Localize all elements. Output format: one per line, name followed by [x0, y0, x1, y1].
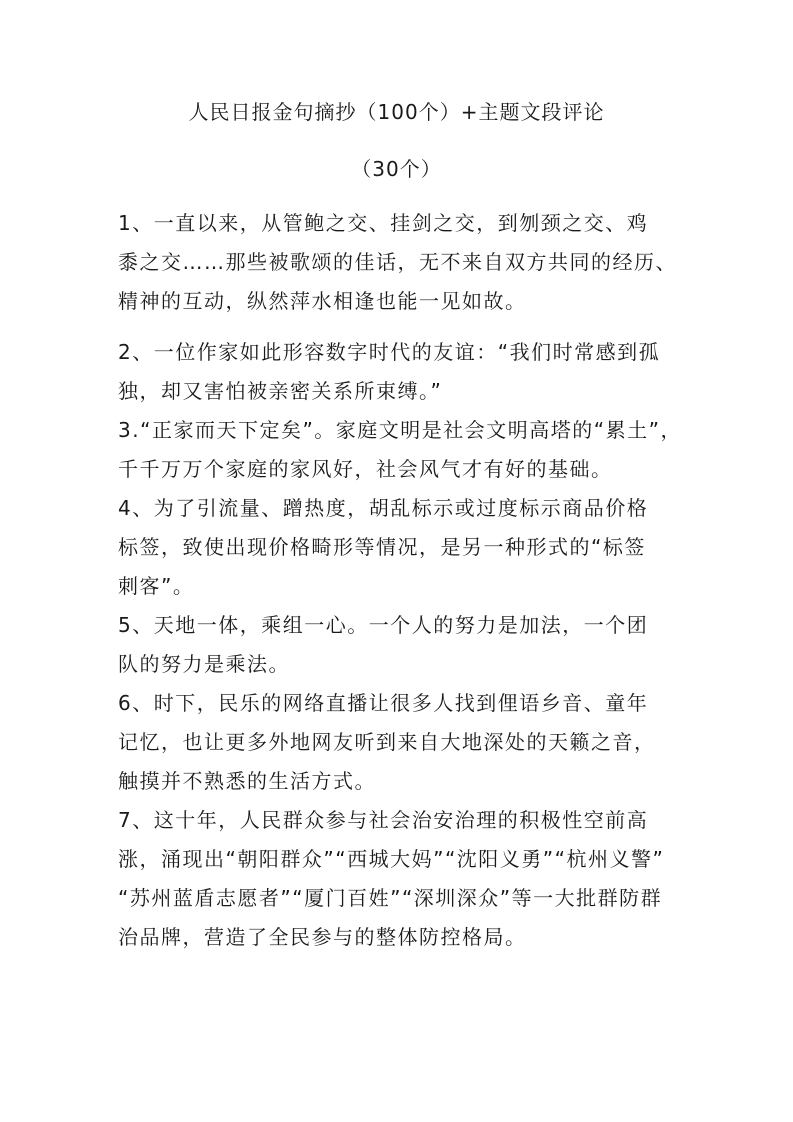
paragraph-line: 治品牌，营造了全民参与的整体防控格局。: [118, 925, 527, 949]
paragraph-line: 队的努力是乘法。: [118, 652, 290, 676]
paragraph-line: 2、一位作家如此形容数字时代的友谊：“我们时常感到孤: [118, 340, 661, 364]
paragraph-7: [118, 801, 678, 957]
paragraph-line: 独，却又害怕被亲密关系所束缚。”: [118, 379, 443, 403]
paragraph-line: 6、时下，民乐的网络直播让很多人找到俚语乡音、童年: [118, 691, 649, 715]
paragraph-line: 4、为了引流量、蹭热度，胡乱标示或过度标示商品价格: [118, 496, 649, 520]
paragraph-line: 1、一直以来，从管鲍之交、挂剑之交，到刎颈之交、鸡: [118, 211, 649, 235]
paragraph-line: 标签，致使出现价格畸形等情况，是另一种形式的“标签: [118, 535, 646, 559]
paragraph-line: 千千万万个家庭的家风好，社会风气才有好的基础。: [118, 457, 613, 481]
paragraph-5: [118, 606, 678, 684]
paragraph-6: [118, 684, 678, 801]
document-title: 人民日报金句摘抄（100个）+主题文段评论: [188, 100, 605, 124]
paragraph-line: 触摸并不熟悉的生活方式。: [118, 769, 376, 793]
paragraph-line: 刺客”。: [118, 574, 195, 598]
paragraph-line: 5、天地一体，乘组一心。一个人的努力是加法，一个团: [118, 613, 649, 637]
paragraph-3: [118, 411, 683, 489]
document-title-count: （30个）: [351, 157, 442, 181]
document-body: [118, 204, 683, 957]
paragraph-line: “苏州蓝盾志愿者”“厦门百姓”“深圳深众”等一大批群防群: [118, 886, 663, 910]
paragraph-1: [118, 204, 678, 321]
paragraph-line: 精神的互动，纵然萍水相逢也能一见如故。: [118, 289, 527, 313]
paragraph-line: 涨，涌现出“朝阳群众”“西城大妈”“沈阳义勇”“杭州义警”: [118, 847, 665, 871]
paragraph-4: [118, 489, 678, 606]
paragraph-2: [118, 333, 678, 411]
paragraph-line: 记忆，也让更多外地网友听到来自大地深处的天籁之音，: [118, 730, 656, 754]
paragraph-line: 7、这十年，人民群众参与社会治安治理的积极性空前高: [118, 808, 649, 832]
paragraph-line: 3.“正家而天下定矣”。家庭文明是社会文明高塔的“累土”，: [118, 418, 683, 442]
paragraph-line: 黍之交……那些被歌颂的佳话，无不来自双方共同的经历、: [118, 250, 677, 274]
